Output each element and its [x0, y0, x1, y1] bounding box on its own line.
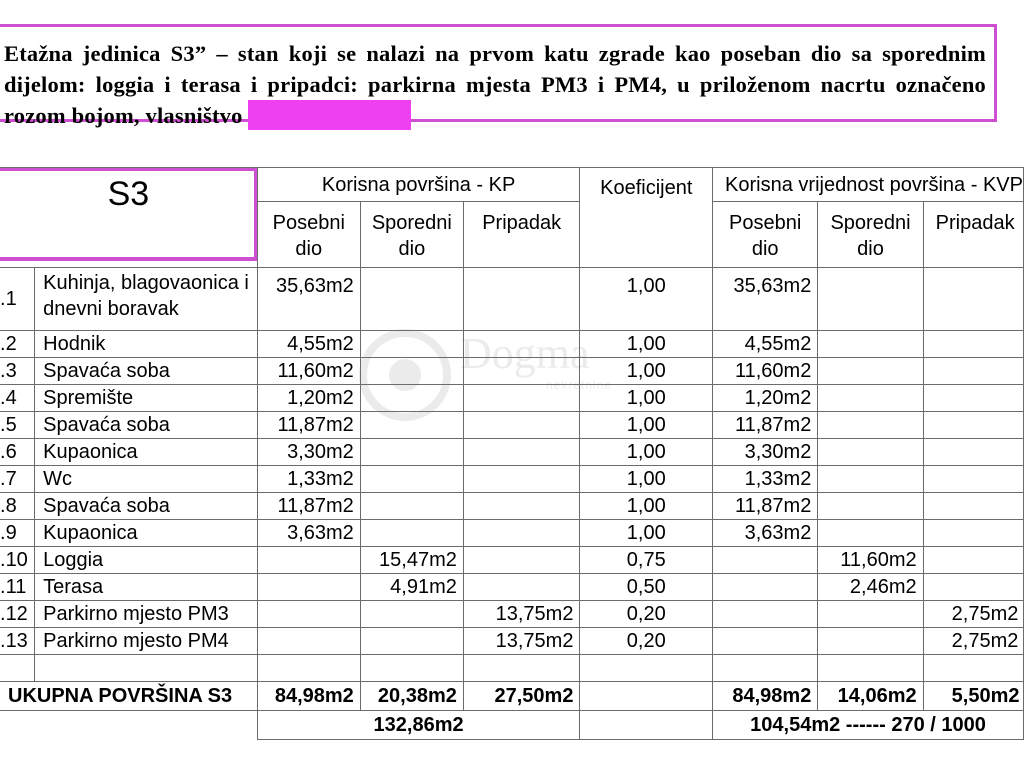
table-row — [0, 439, 1024, 466]
kp-pripadak-value — [463, 358, 580, 385]
kp-pripadak-value — [463, 385, 580, 412]
kvp-sporedni-value — [818, 520, 923, 547]
kvp-sporedni-header: Sporedni dio — [818, 202, 923, 268]
total-kvp-posebni: 84,98m2 — [713, 682, 818, 711]
unit-label: S3 — [107, 175, 150, 213]
kvp-posebni-value — [713, 628, 818, 655]
total-kvp-pripadak: 5,50m2 — [923, 682, 1023, 711]
kp-pripadak-value — [463, 574, 580, 601]
kvp-sporedni-value — [818, 439, 923, 466]
kp-posebni-value — [257, 628, 360, 655]
table-row — [0, 493, 1024, 520]
row-name: Parkirno mjesto PM4 — [35, 628, 258, 655]
row-name: Hodnik — [35, 331, 258, 358]
kp-header: Korisna površina - KP — [257, 168, 580, 202]
kvp-sporedni-value — [818, 628, 923, 655]
kvp-posebni-value: 4,55m2 — [713, 331, 818, 358]
kp-sporedni-value — [360, 520, 463, 547]
kp-pripadak-header: Pripadak — [463, 202, 580, 268]
kvp-pripadak-value — [923, 466, 1023, 493]
kvp-pripadak-value — [923, 385, 1023, 412]
row-number: 4. — [0, 385, 35, 412]
table-row — [0, 466, 1024, 493]
row-name: Spremište — [35, 385, 258, 412]
kvp-posebni-value: 11,60m2 — [713, 358, 818, 385]
kvp-grand-total: 104,54m2 ------ 270 / 1000 — [713, 711, 1024, 740]
kp-sporedni-value: 15,47m2 — [360, 547, 463, 574]
kp-posebni-value: 3,63m2 — [257, 520, 360, 547]
kvp-header: Korisna vrijednost površina - KVP — [713, 168, 1024, 202]
blank-cell — [580, 655, 713, 682]
blank-cell — [923, 655, 1023, 682]
kp-grand-total: 132,86m2 — [257, 711, 580, 740]
koef-value: 1,00 — [580, 331, 713, 358]
kvp-pripadak-value — [923, 412, 1023, 439]
kvp-sporedni-value — [818, 412, 923, 439]
kvp-pripadak-value — [923, 268, 1023, 331]
kp-pripadak-value: 13,75m2 — [463, 601, 580, 628]
kp-sporedni-value — [360, 601, 463, 628]
row-number: 9. — [0, 520, 35, 547]
kp-pripadak-value — [463, 439, 580, 466]
kp-pripadak-value — [463, 547, 580, 574]
table-row — [0, 412, 1024, 439]
total-kvp-sporedni: 14,06m2 — [818, 682, 923, 711]
table-row — [0, 601, 1024, 628]
row-number: 11. — [0, 574, 35, 601]
kvp-posebni-value — [713, 547, 818, 574]
kvp-posebni-value: 1,20m2 — [713, 385, 818, 412]
table-row — [0, 574, 1024, 601]
total-kp-pripadak: 27,50m2 — [463, 682, 580, 711]
kvp-pripadak-value — [923, 520, 1023, 547]
row-number: 5. — [0, 412, 35, 439]
kp-posebni-value: 11,87m2 — [257, 412, 360, 439]
row-number: 1. — [0, 268, 35, 331]
kp-posebni-value: 11,87m2 — [257, 493, 360, 520]
blank-cell — [0, 655, 35, 682]
table-row — [0, 385, 1024, 412]
total-koef-empty — [580, 682, 713, 711]
watermark-sub: nekretnine — [546, 378, 613, 392]
kvp-sporedni-value: 11,60m2 — [818, 547, 923, 574]
blank-cell — [463, 655, 580, 682]
kvp-posebni-value: 3,63m2 — [713, 520, 818, 547]
blank-cell — [713, 655, 818, 682]
kp-pripadak-value — [463, 520, 580, 547]
kp-posebni-header: Posebni dio — [257, 202, 360, 268]
kp-posebni-value — [257, 574, 360, 601]
kp-pripadak-value — [463, 412, 580, 439]
table-row — [0, 358, 1024, 385]
kp-posebni-value: 3,30m2 — [257, 439, 360, 466]
kp-sporedni-value — [360, 466, 463, 493]
area-table — [0, 167, 1024, 740]
blank-cell — [360, 655, 463, 682]
kvp-posebni-value: 3,30m2 — [713, 439, 818, 466]
row-name: Parkirno mjesto PM3 — [35, 601, 258, 628]
blank-cell — [35, 655, 258, 682]
kvp-pripadak-value: 2,75m2 — [923, 628, 1023, 655]
koef-value: 1,00 — [580, 268, 713, 331]
kp-posebni-value: 4,55m2 — [257, 331, 360, 358]
total-kp-posebni: 84,98m2 — [257, 682, 360, 711]
row-name: Spavaća soba — [35, 493, 258, 520]
kvp-posebni-value — [713, 601, 818, 628]
kp-sporedni-value — [360, 412, 463, 439]
kp-sporedni-value — [360, 439, 463, 466]
kp-sporedni-value: 4,91m2 — [360, 574, 463, 601]
kvp-posebni-value: 35,63m2 — [713, 268, 818, 331]
kp-sporedni-value — [360, 358, 463, 385]
kvp-posebni-value: 1,33m2 — [713, 466, 818, 493]
sum-koef-empty — [580, 711, 713, 740]
kp-pripadak-value — [463, 493, 580, 520]
kvp-pripadak-value — [923, 439, 1023, 466]
kvp-posebni-value — [713, 574, 818, 601]
kvp-pripadak-value — [923, 547, 1023, 574]
blank-cell — [818, 655, 923, 682]
koef-value: 0,20 — [580, 601, 713, 628]
table-row — [0, 520, 1024, 547]
kp-sporedni-value — [360, 628, 463, 655]
koef-value: 1,00 — [580, 493, 713, 520]
redacted-owner — [248, 100, 411, 130]
sum-empty — [0, 711, 257, 740]
koef-value: 1,00 — [580, 439, 713, 466]
row-number: 2. — [0, 331, 35, 358]
kvp-sporedni-value: 2,46m2 — [818, 574, 923, 601]
kp-posebni-value: 11,60m2 — [257, 358, 360, 385]
row-number: 10. — [0, 547, 35, 574]
area-table-container — [0, 167, 1024, 740]
kvp-posebni-value: 11,87m2 — [713, 412, 818, 439]
kvp-pripadak-value — [923, 331, 1023, 358]
row-name: Kuhinja, blagovaonica i dnevni boravak — [35, 268, 258, 331]
koef-value: 0,20 — [580, 628, 713, 655]
kvp-sporedni-value — [818, 385, 923, 412]
table-row — [0, 628, 1024, 655]
table-row — [0, 547, 1024, 574]
kvp-pripadak-header: Pripadak — [923, 202, 1023, 268]
kp-sporedni-value — [360, 331, 463, 358]
unit-label-cell — [0, 168, 257, 268]
kp-posebni-value — [257, 601, 360, 628]
kp-pripadak-value — [463, 268, 580, 331]
blank-cell — [257, 655, 360, 682]
row-name: Wc — [35, 466, 258, 493]
row-name: Spavaća soba — [35, 358, 258, 385]
koef-value: 0,50 — [580, 574, 713, 601]
kvp-sporedni-value — [818, 331, 923, 358]
description-body: Etažna jedinica S3” – stan koji se nalazi na prvom katu zgrade kao poseban dio sa sporednim dijelom: loggia i terasa i pripadci: parkirna mjesta PM3 i PM4, u priloženom nacrtu označeno rozom bojom, vlasništvo — [4, 41, 986, 128]
total-label: UKUPNA POVRŠINA S3 — [0, 682, 257, 711]
blank-row — [0, 655, 1024, 682]
row-number: 12. — [0, 601, 35, 628]
kp-posebni-value: 1,20m2 — [257, 385, 360, 412]
kp-pripadak-value — [463, 466, 580, 493]
sum-row — [0, 711, 1024, 740]
row-name: Spavaća soba — [35, 412, 258, 439]
kvp-sporedni-value — [818, 358, 923, 385]
row-name: Terasa — [35, 574, 258, 601]
table-row — [0, 331, 1024, 358]
kvp-posebni-value: 11,87m2 — [713, 493, 818, 520]
koef-value: 1,00 — [580, 385, 713, 412]
kp-pripadak-value — [463, 331, 580, 358]
koef-value: 1,00 — [580, 412, 713, 439]
kvp-pripadak-value — [923, 358, 1023, 385]
kp-sporedni-header: Sporedni dio — [360, 202, 463, 268]
kp-posebni-value — [257, 547, 360, 574]
koef-value: 0,75 — [580, 547, 713, 574]
kvp-pripadak-value — [923, 493, 1023, 520]
row-number: 3. — [0, 358, 35, 385]
table-row — [0, 268, 1024, 331]
koef-value: 1,00 — [580, 520, 713, 547]
kvp-posebni-header: Posebni dio — [713, 202, 818, 268]
kvp-pripadak-value: 2,75m2 — [923, 601, 1023, 628]
total-kp-sporedni: 20,38m2 — [360, 682, 463, 711]
kvp-sporedni-value — [818, 601, 923, 628]
kp-sporedni-value — [360, 493, 463, 520]
kp-sporedni-value — [360, 385, 463, 412]
row-name: Loggia — [35, 547, 258, 574]
row-number: 6. — [0, 439, 35, 466]
kp-posebni-value: 35,63m2 — [257, 268, 360, 331]
total-row — [0, 682, 1024, 711]
koef-header: Koeficijent — [580, 168, 713, 268]
kvp-sporedni-value — [818, 493, 923, 520]
description-text — [4, 38, 986, 131]
kp-sporedni-value — [360, 268, 463, 331]
kvp-pripadak-value — [923, 574, 1023, 601]
kvp-sporedni-value — [818, 268, 923, 331]
watermark-brand: Dogma — [460, 329, 590, 378]
row-number: 7. — [0, 466, 35, 493]
row-number: 8. — [0, 493, 35, 520]
koef-value: 1,00 — [580, 358, 713, 385]
kp-pripadak-value: 13,75m2 — [463, 628, 580, 655]
kvp-sporedni-value — [818, 466, 923, 493]
row-name: Kupaonica — [35, 520, 258, 547]
koef-value: 1,00 — [580, 466, 713, 493]
kp-posebni-value: 1,33m2 — [257, 466, 360, 493]
row-number: 13. — [0, 628, 35, 655]
row-name: Kupaonica — [35, 439, 258, 466]
